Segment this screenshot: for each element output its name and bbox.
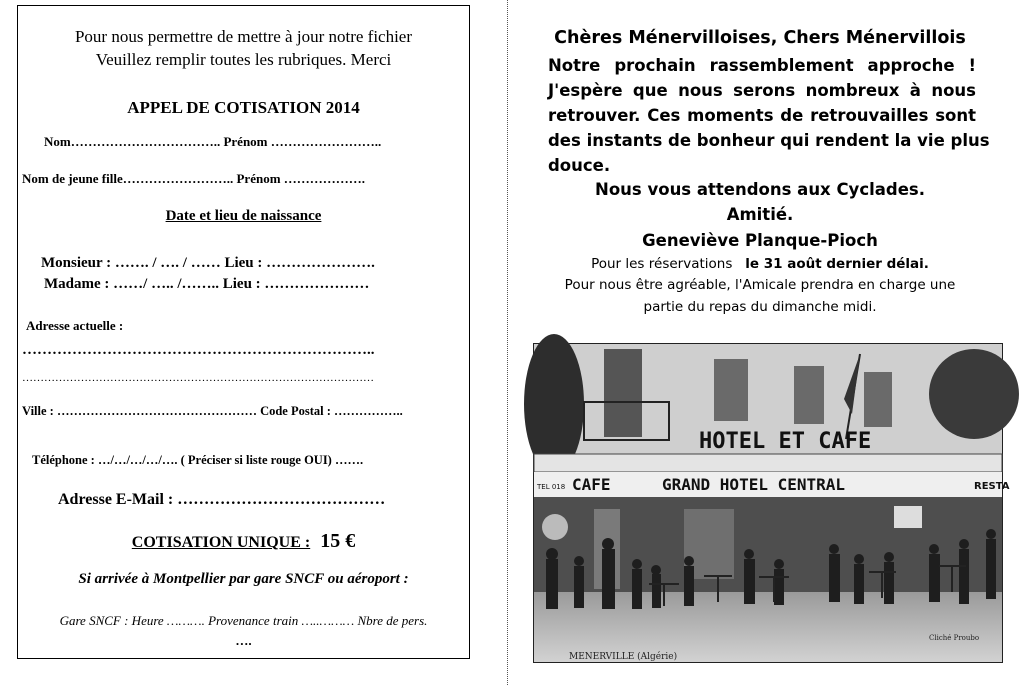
monsieur-field[interactable]: Monsieur : ……. / …. / …… Lieu : …………………. [41,255,375,271]
left-tree [524,334,584,474]
window-shutter [794,366,824,424]
hotel-photo [533,343,1010,663]
letter-line-4: des instants de bonheur qui rendent la vie plus [548,131,990,150]
madame-field[interactable]: Madame : ……/ ….. /…….. Lieu : ………………… [44,276,370,292]
right-tree [929,349,1019,439]
window-shutter [714,359,748,421]
reservations-date: le 31 août dernier délai. [745,256,929,272]
window-shutter [864,372,892,427]
gare-dots: …. [235,633,252,648]
arrivee-line: Si arrivée à Montpellier par gare SNCF ou aéroport : [78,571,409,587]
membership-form [17,5,470,659]
letter-amitie: Amitié. [726,205,794,224]
letter-repas-2: partie du repas du dimanche midi. [643,299,877,315]
intro-line-2: Veuillez remplir toutes les rubriques. Merci [95,50,392,69]
letter-signature: Geneviève Planque-Pioch [642,231,878,250]
adresse-label: Adresse actuelle : [26,318,124,333]
window-shutter [604,349,642,437]
date-lieu-heading: Date et lieu de naissance [165,208,322,224]
letter-line-3: retrouver. Ces moments de retrouvailles sont [548,106,976,125]
letter-line-5: douce. [548,156,611,175]
ville-code-field[interactable]: Ville : ………………………………………… Code Postal : …………….. [22,404,403,418]
sign-cafe: CAFE [572,475,611,494]
photo-credit: Cliché Proubo [929,634,980,642]
form-title: APPEL DE COTISATION 2014 [127,98,360,117]
letter-line-2: J'espère que nous serons nombreux à nous [548,81,976,100]
jeune-fille-field[interactable]: Nom de jeune fille…………………….. Prénom ………………. [22,171,366,186]
sign-tel: TEL 018 [537,483,566,491]
hotel-photo-drawing [534,344,1010,662]
round-sign [542,514,568,540]
letter-reservations [540,256,980,272]
photo-caption: MENERVILLE (Algérie) [569,652,678,662]
sign-hotel-et-cafe: HOTEL ET CAFE [699,429,872,454]
sign-grand-hotel-central: GRAND HOTEL CENTRAL [662,475,846,494]
sign-resta: RESTA [974,481,1010,492]
adresse-line-2[interactable]: …………………………………………………………………………………… [22,372,374,384]
gare-line[interactable]: Gare SNCF : Heure ………. Provenance train …..……… Nbre de pers. [59,613,428,628]
nom-prenom-field[interactable]: Nom…………………………….. Prénom …………………….. [44,134,382,149]
letter-attendons: Nous vous attendons aux Cyclades. [595,180,925,199]
cotisation-amount: 15 € [320,530,356,552]
telephone-field[interactable]: Téléphone : …/…/…/…/…. ( Préciser si liste rouge OUI) ……. [32,453,364,467]
adresse-line-1[interactable]: …………………………………………………………….. [22,342,375,358]
letter-repas-1: Pour nous être agréable, l'Amicale prendra en charge une [564,277,956,293]
intro-line-1: Pour nous permettre de mettre à jour notre fichier [74,27,413,46]
email-field[interactable]: Adresse E-Mail : ………………………………… [58,491,386,508]
letter-greeting: Chères Ménervilloises, Chers Ménervillois [554,28,966,48]
fold-divider [507,0,508,685]
letter-line-1: Notre prochain rassemblement approche ! [548,56,976,75]
shop-sign [894,506,922,528]
awning-strip [534,454,1002,472]
reservations-pre: Pour les réservations [591,256,733,272]
cotisation-row [18,530,469,553]
cotisation-label: COTISATION UNIQUE : [131,534,311,551]
